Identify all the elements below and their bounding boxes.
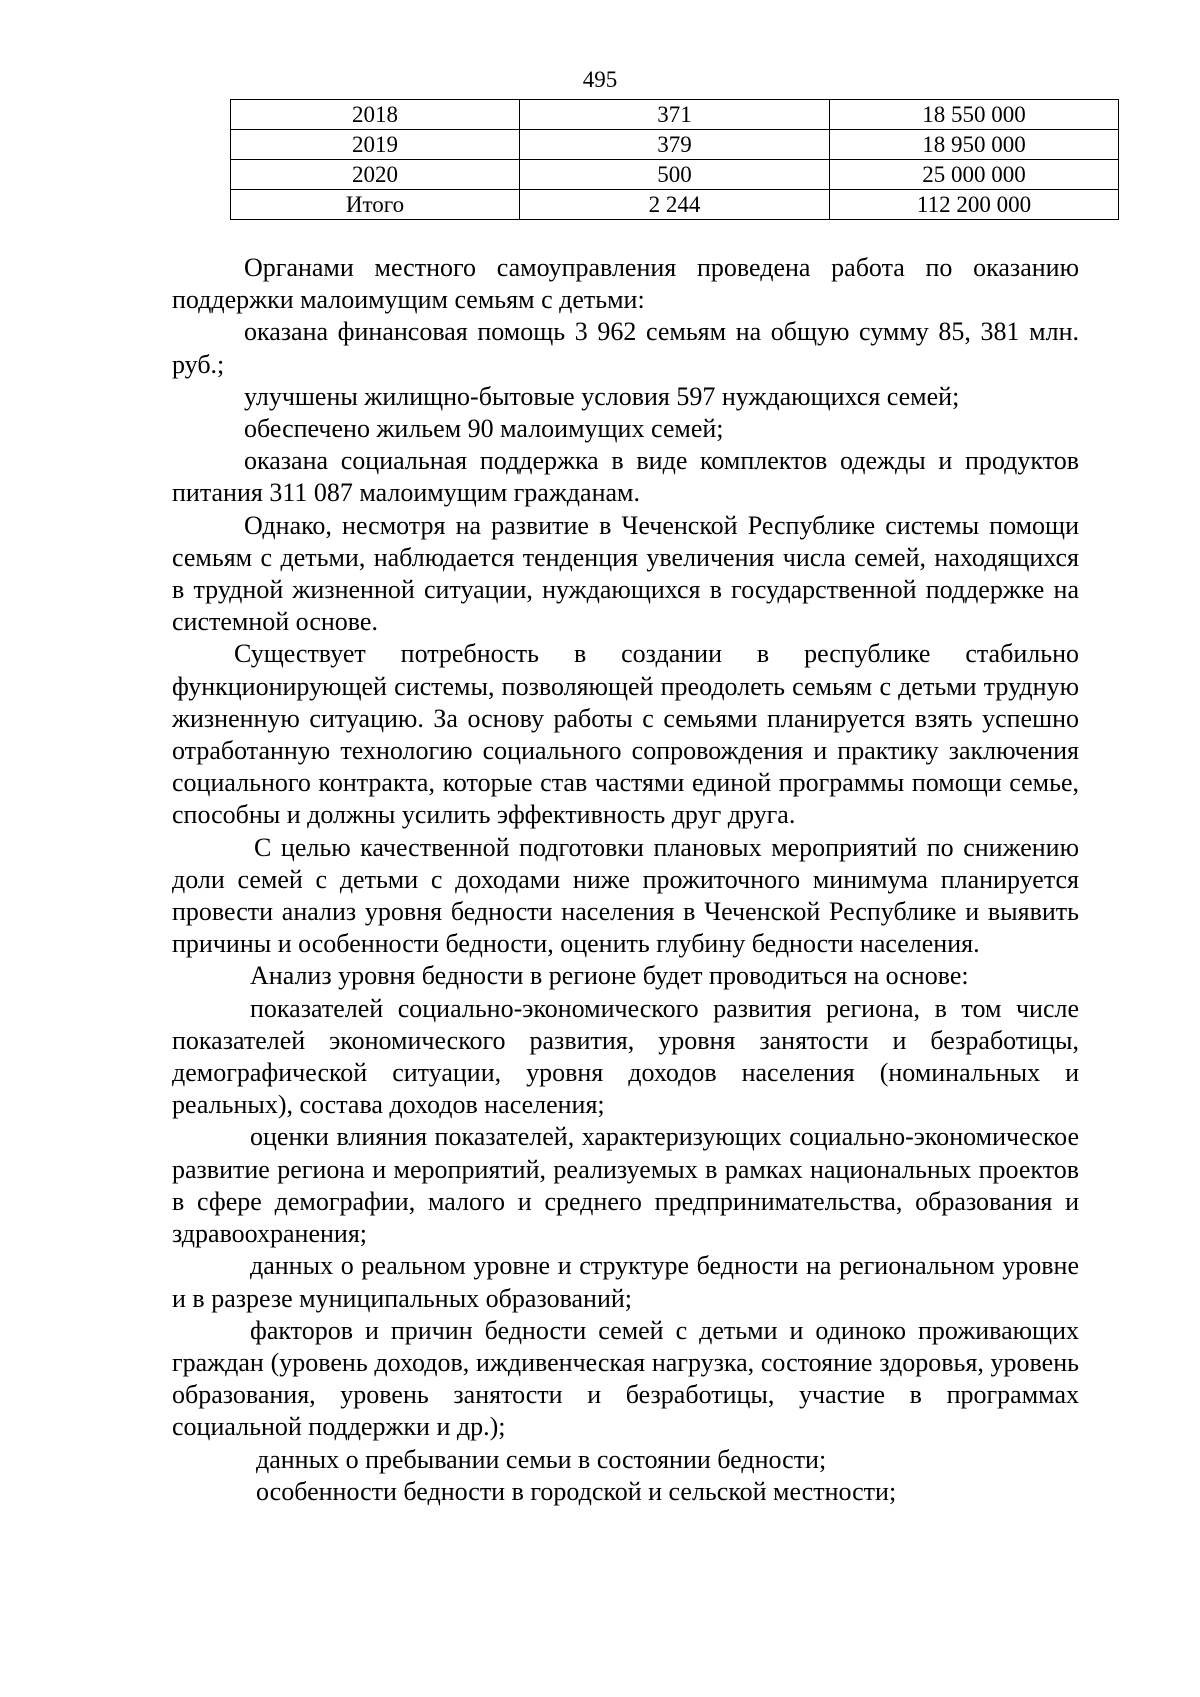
list-item: особенности бедности в городской и сельской местности; — [256, 1476, 897, 1506]
table-cell-year: 2018 — [231, 100, 520, 130]
list-item: обеспечено жильем 90 малоимущих семей; — [244, 414, 724, 444]
document-body — [172, 252, 1079, 1508]
list-item: оценки влияния показателей, характеризующих социально-экономическое развитие региона и мероприятий, реализуемых в рамках национальных проектов в сфере демографии, малого и среднего предпринимательства, образования и здравоохранения; — [172, 1122, 1079, 1249]
list-item: факторов и причин бедности семей с детьми и одиноко проживающих граждан (уровень доходов, иждивенческая нагрузка, состояние здоровья, уровень образования, уровень занятости и безработицы, участие в программах социальной поддержки и др.); — [172, 1315, 1079, 1442]
paragraph: Существует потребность в создании в республике стабильно функционирующей системы, позволяющей преодолеть семьям с детьми трудную жизненную ситуацию. За основу работы с семьями планируется взять успешно отработанную технологию социального сопровождения и практику заключения социального контракта, которые став частями единой программы помощи семье, способны и должны усилить эффективность друг друга. — [172, 639, 1079, 830]
paragraph: Органами местного самоуправления проведена работа по оказанию поддержки малоимущим семьям с детьми: — [172, 253, 1079, 315]
table-row-total — [231, 190, 1119, 220]
table-cell-count: 379 — [520, 130, 830, 160]
list-item: данных о реальном уровне и структуре бедности на региональном уровне и в разрезе муниципальных образований; — [172, 1251, 1079, 1313]
table-row — [231, 130, 1119, 160]
table-cell-amount: 18 550 000 — [830, 100, 1119, 130]
paragraph: Однако, несмотря на развитие в Чеченской Республике системы помощи семьям с детьми, наблюдается тенденция увеличения числа семей, находящихся в трудной жизненной ситуации, нуждающихся в государственной поддержке на системной основе. — [172, 510, 1079, 637]
list-item: оказана социальная поддержка в виде комплектов одежды и продуктов питания 311 087 малоимущим гражданам. — [172, 446, 1079, 508]
table-row — [231, 100, 1119, 130]
table-cell-year: 2019 — [231, 130, 520, 160]
table-cell-count: 2 244 — [520, 190, 830, 220]
table-cell-amount: 112 200 000 — [830, 190, 1119, 220]
table-row — [231, 160, 1119, 190]
table-cell-count: 371 — [520, 100, 830, 130]
paragraph: Анализ уровня бедности в регионе будет проводиться на основе: — [250, 961, 969, 991]
table-cell-year: Итого — [231, 190, 520, 220]
table-cell-amount: 25 000 000 — [830, 160, 1119, 190]
list-item: показателей социально-экономического развития региона, в том числе показателей экономического развития, уровня занятости и безработицы, демографической ситуации, уровня доходов населения (номинальных и реальных), состава доходов населения; — [172, 993, 1079, 1120]
table-cell-count: 500 — [520, 160, 830, 190]
page-number: 495 — [582, 67, 618, 92]
table-cell-amount: 18 950 000 — [830, 130, 1119, 160]
list-item: данных о пребывании семьи в состоянии бедности; — [256, 1444, 827, 1474]
table-cell-year: 2020 — [231, 160, 520, 190]
list-item: оказана финансовая помощь 3 962 семьям на общую сумму 85, 381 млн. руб.; — [172, 317, 1079, 379]
data-table — [230, 99, 1119, 220]
paragraph: С целью качественной подготовки плановых мероприятий по снижению доли семей с детьми с доходами ниже прожиточного минимума планируется провести анализ уровня бедности населения в Чеченской Республике и выявить причины и особенности бедности, оценить глубину бедности населения. — [172, 832, 1079, 959]
list-item: улучшены жилищно-бытовые условия 597 нуждающихся семей; — [244, 381, 960, 411]
